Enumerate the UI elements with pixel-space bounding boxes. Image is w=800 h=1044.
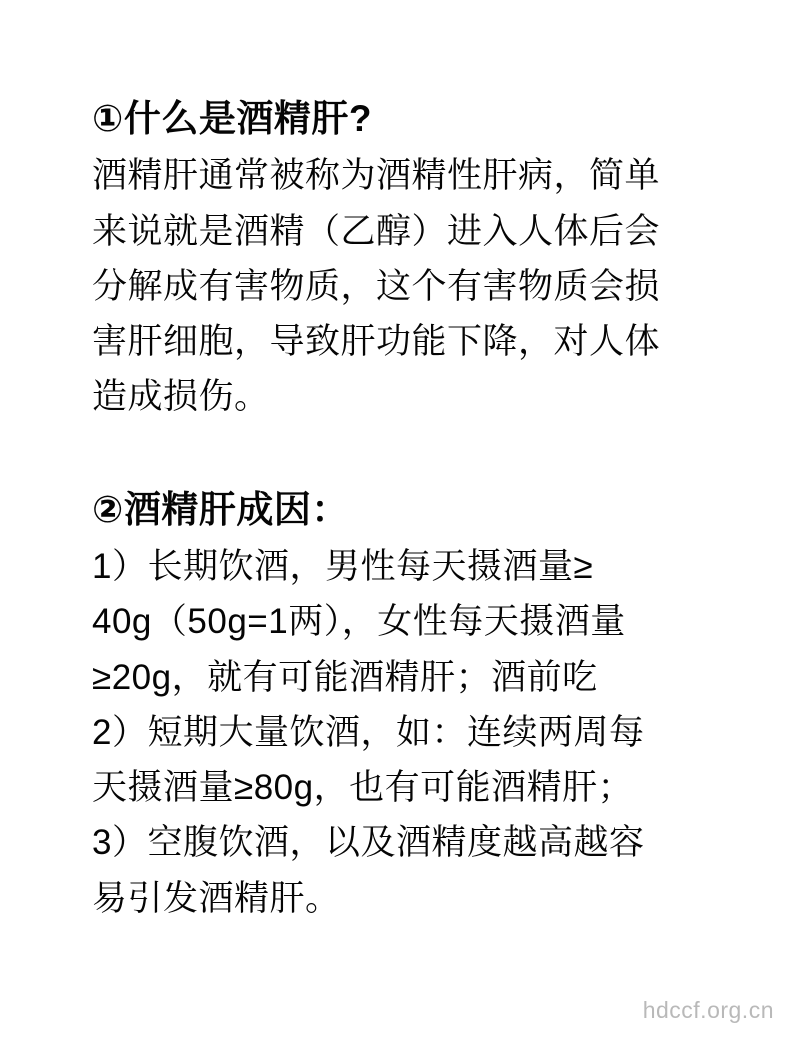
watermark: hdccf.org.cn [642,997,774,1023]
text-line: 2）短期大量饮酒，如：连续两周每 [92,712,645,752]
text-line: 1）长期饮酒，男性每天摄酒量≥ [92,546,594,586]
text-line: 害肝细胞，导致肝功能下降，对人体 [92,322,661,362]
section-what-is-alcoholic-liver [92,96,712,425]
text-line: 造成损伤。 [92,377,270,417]
text-line: 分解成有害物质，这个有害物质会损 [92,266,661,306]
section-body [92,539,712,926]
text-line: 来说就是酒精（乙醇）进入人体后会 [92,211,661,251]
text-line: 易引发酒精肝。 [92,878,341,918]
text-line: ≥20g，就有可能酒精肝；酒前吃 [92,657,598,697]
section-body [92,148,712,424]
section-causes [92,487,712,926]
section-heading: ②酒精肝成因： [92,488,349,530]
text-line: 天摄酒量≥80g，也有可能酒精肝； [92,768,634,808]
text-line: 酒精肝通常被称为酒精性肝病，简单 [92,156,661,196]
section-heading: ①什么是酒精肝? [92,98,372,139]
text-line: 3）空腹饮酒，以及酒精度越高越容 [92,823,645,863]
text-line: 40g（50g=1两），女性每天摄酒量 [92,602,626,642]
